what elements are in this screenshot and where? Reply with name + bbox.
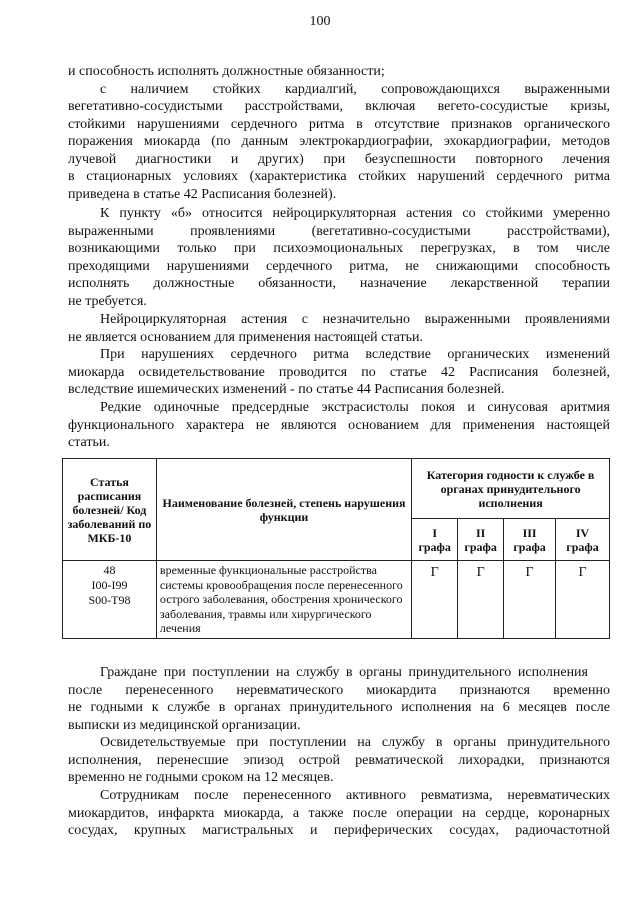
text-line: Редкие одиночные предсердные экстрасистолы покоя и синусовая аритмия bbox=[100, 400, 610, 415]
cell-category-3: Г bbox=[504, 561, 556, 639]
text-line: приведена в статье 42 Расписания болезней). bbox=[68, 186, 337, 202]
paragraph-block-4 bbox=[68, 346, 610, 399]
text-line: выписки из медицинской организации. bbox=[68, 717, 301, 733]
header-article-code: Статья расписания болезней/ Код заболеваний по МКБ-10 bbox=[63, 459, 157, 561]
text-line: При нарушениях сердечного ритма вследствие органических изменений bbox=[100, 347, 610, 362]
text-line: не годными к службе в органах принудительного исполнения на 6 месяцев после bbox=[68, 700, 610, 715]
paragraph-block-7 bbox=[68, 734, 610, 787]
text-line: статьи. bbox=[68, 435, 110, 450]
text-line: не является основанием для применения настоящей статьи. bbox=[68, 329, 424, 345]
fitness-category-table bbox=[62, 458, 610, 639]
paragraph-block-3 bbox=[68, 311, 610, 346]
text-line: вегетативно-сосудистыми расстройствами, включая вегето-сосудистые кризы, bbox=[68, 99, 610, 114]
text-line: Освидетельствуемые при поступлении на службу в органы принудительного bbox=[100, 735, 610, 750]
text-line: исполнять должностные обязанности, назначение лекарственной терапии bbox=[68, 276, 610, 291]
cell-disease-name: временные функциональные расстройства системы кровообращения после перенесенного острого заболевания, обострения хронического заболевания, травмы или хирургического лечения bbox=[156, 561, 411, 639]
text-line: миокардитов, инфаркта миокарда, а также после операции на сердце, коронарных bbox=[68, 805, 610, 821]
header-grafa-3: III графа bbox=[504, 519, 556, 561]
paragraph-block-8 bbox=[68, 787, 610, 840]
text-line: временно не годными сроком на 12 месяцев. bbox=[68, 770, 334, 785]
text-line: сосудах, крупных магистральных и периферических сосудах, радиочастотной bbox=[68, 823, 610, 838]
paragraph-block-5 bbox=[68, 399, 610, 452]
text-line: в стационарных условиях (характеристика стойких нарушений сердечного ритма bbox=[68, 169, 610, 184]
header-fitness-category: Категория годности к службе в органах принудительного исполнения bbox=[412, 459, 610, 519]
text-line: лучевой диагностики и других) при безуспешности повторного лечения bbox=[68, 151, 610, 167]
table-row bbox=[63, 561, 610, 639]
text-line: поражения миокарда (по данным электрокардиографии, эхокардиографии, методов bbox=[68, 134, 610, 149]
cell-category-4: Г bbox=[556, 561, 610, 639]
text-line: Нейроциркуляторная астения с незначительно выраженными проявлениями bbox=[100, 312, 610, 327]
header-grafa-1: I графа bbox=[412, 519, 458, 561]
text-line: не требуется. bbox=[68, 293, 147, 309]
cell-category-1: Г bbox=[412, 561, 458, 639]
text-line: стойкими нарушениями сердечного ритма в отсутствие признаков органического bbox=[68, 116, 610, 132]
cell-code: 48 I00-I99 S00-T98 bbox=[63, 561, 157, 639]
text-line: возникающими только при психоэмоциональных перегрузках, в том числе bbox=[68, 241, 610, 256]
text-line: вследствие ишемических изменений - по статье 44 Расписания болезней. bbox=[68, 382, 505, 397]
text-line: миокарда освидетельствование проводится по статье 42 Расписания болезней, bbox=[68, 364, 610, 380]
header-disease-name: Наименование болезней, степень нарушения функции bbox=[156, 459, 411, 561]
header-grafa-4: IV графа bbox=[556, 519, 610, 561]
text-line: выраженными проявлениями (вегетативно-сосудистыми расстройствами), bbox=[68, 223, 610, 239]
header-grafa-2: II графа bbox=[458, 519, 504, 561]
text-line: преходящими нарушениями сердечного ритма, не снижающими способность bbox=[68, 258, 610, 274]
paragraph-block-6 bbox=[68, 664, 610, 734]
paragraph-block-1 bbox=[68, 63, 610, 203]
page-number: 100 bbox=[309, 14, 331, 29]
text-line: Граждане при поступлении на службу в органы принудительного исполнения bbox=[100, 665, 588, 680]
cell-category-2: Г bbox=[458, 561, 504, 639]
text-line: функционального характера не являются основанием для применения настоящей bbox=[68, 417, 610, 433]
text-line: исполнения, перенесшие эпизод острой ревматической лихорадки, признаются bbox=[68, 752, 610, 768]
text-line: и способность исполнять должностные обязанности; bbox=[68, 64, 385, 79]
paragraph-block-2 bbox=[68, 205, 610, 310]
text-line: с наличием стойких кардиалгий, сопровождающихся выраженными bbox=[100, 81, 610, 97]
text-line: К пункту «б» относится нейроциркуляторная астения со стойкими умеренно bbox=[100, 206, 610, 221]
text-line: Сотрудникам после перенесенного активного ревматизма, неревматических bbox=[100, 788, 610, 803]
text-line: после перенесенного неревматического миокардита признаются временно bbox=[68, 682, 610, 698]
